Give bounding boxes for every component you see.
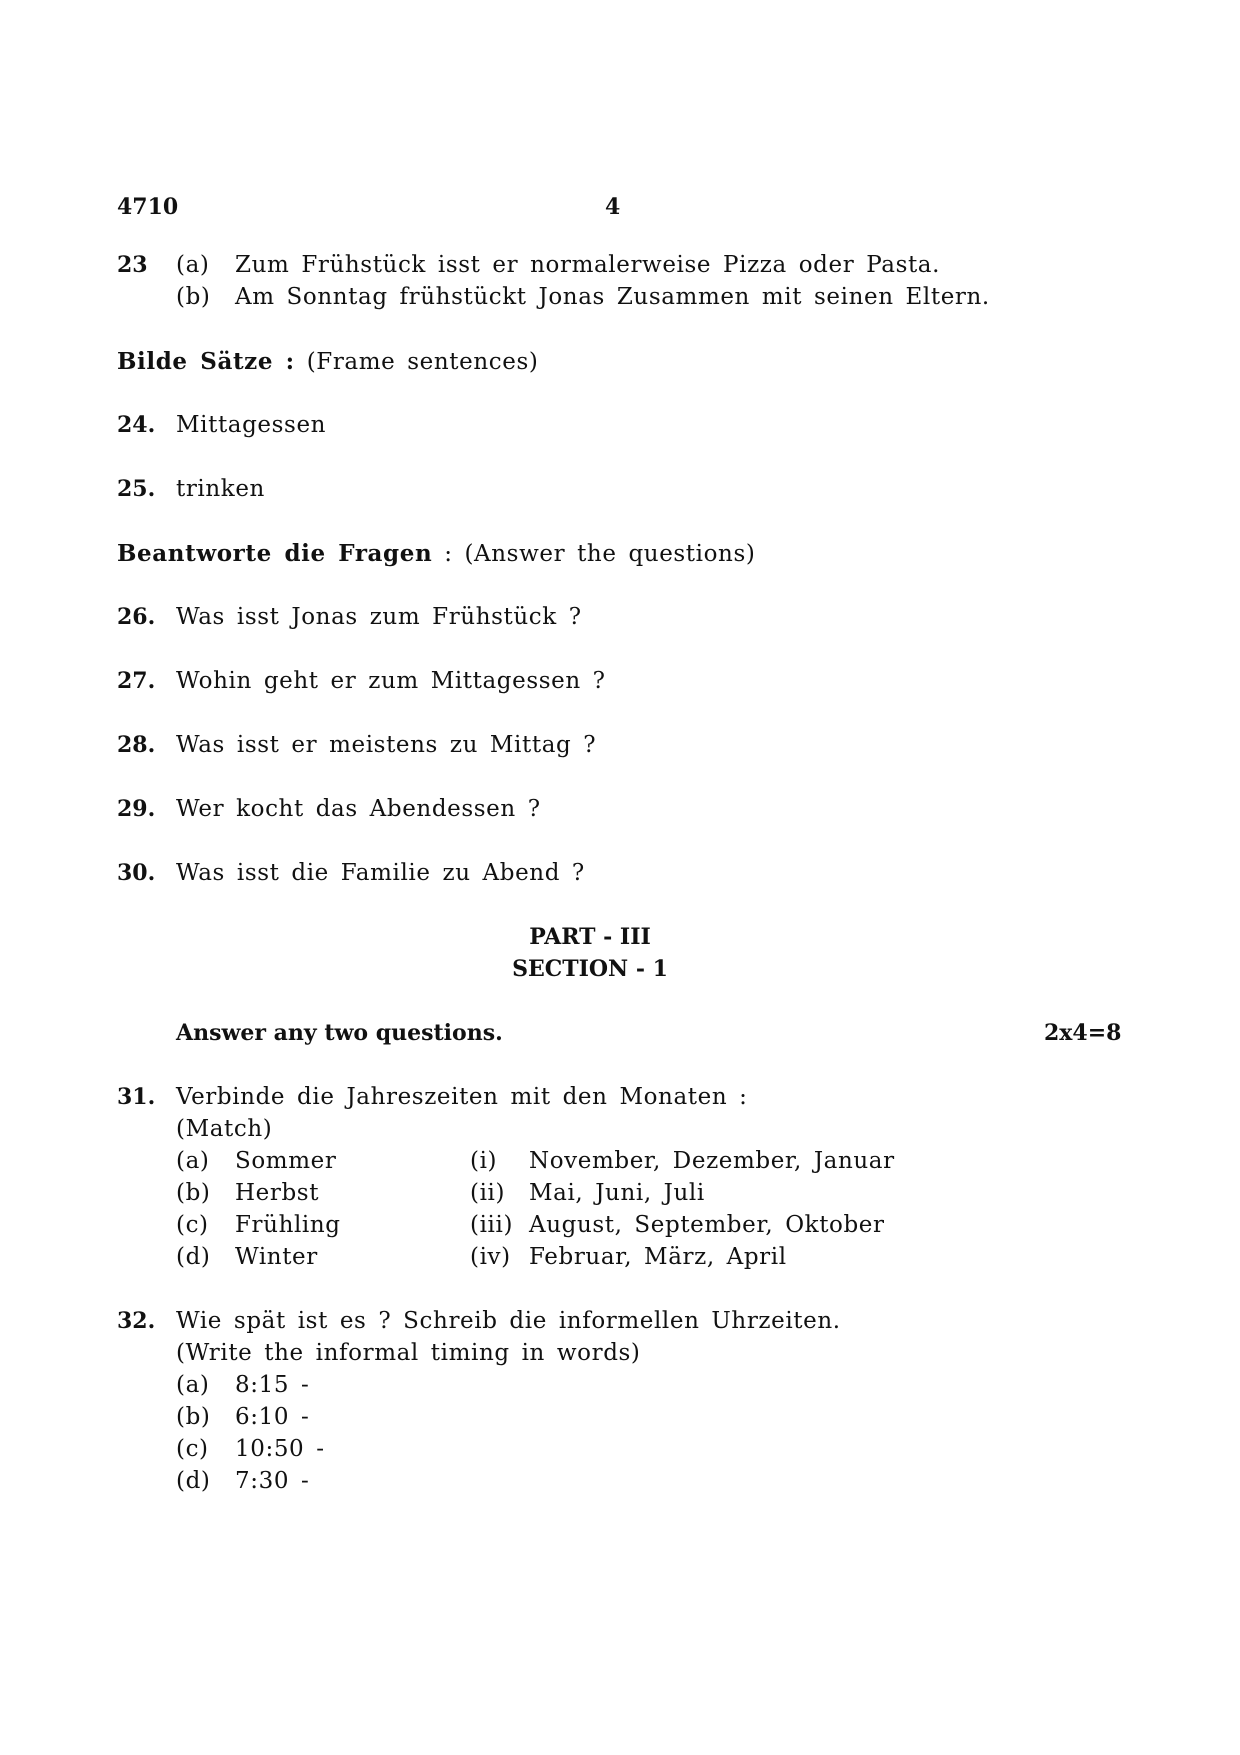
answer-heading-normal: : (Answer the questions) [444,541,756,567]
q32-label-a: (a) [176,1372,210,1398]
question-text-24: Mittagessen [176,412,327,438]
question-number-31: 31. [117,1084,156,1110]
q31-left-label-a: (a) [176,1148,210,1174]
q32-label-c: (c) [176,1436,209,1462]
question-number-27: 27. [117,668,156,694]
q31-right-text-ii: Mai, Juni, Juli [529,1180,705,1206]
q31-right-label-ii: (ii) [470,1180,506,1206]
question-subtext-32: (Write the informal timing in words) [176,1340,641,1366]
frame-heading-normal: (Frame sentences) [306,349,539,375]
q31-left-text-b: Herbst [235,1180,320,1206]
question-number-23: 23 [117,252,148,278]
marks-text: 2x4=8 [1044,1020,1122,1046]
answer-heading-bold: Beantworte die Fragen [117,540,433,567]
question-text-29: Wer kocht das Abendessen ? [176,796,541,822]
q31-right-text-i: November, Dezember, Januar [529,1148,895,1174]
q31-left-text-c: Frühling [235,1212,341,1238]
q31-left-text-d: Winter [235,1244,318,1270]
q31-left-label-d: (d) [176,1244,211,1270]
question-number-26: 26. [117,604,156,630]
q23-label-b: (b) [176,284,211,310]
page-number: 4 [605,194,621,220]
question-text-31: Verbinde die Jahreszeiten mit den Monaten : [176,1084,748,1110]
question-subtext-31: (Match) [176,1116,273,1142]
question-number-28: 28. [117,732,156,758]
q31-right-label-iii: (iii) [470,1212,514,1238]
frame-sentences-heading [117,350,538,374]
frame-heading-bold: Bilde Sätze : [117,348,295,375]
q32-text-d: 7:30 - [235,1468,310,1494]
q32-label-b: (b) [176,1404,211,1430]
section-title: SECTION - 1 [512,956,668,982]
q31-right-text-iii: August, September, Oktober [529,1212,885,1238]
q32-text-c: 10:50 - [235,1436,325,1462]
q32-text-a: 8:15 - [235,1372,310,1398]
question-text-32: Wie spät ist es ? Schreib die informellen Uhrzeiten. [176,1308,841,1334]
q32-text-b: 6:10 - [235,1404,310,1430]
question-text-30: Was isst die Familie zu Abend ? [176,860,585,886]
question-number-30: 30. [117,860,156,886]
q31-left-label-b: (b) [176,1180,211,1206]
q31-left-label-c: (c) [176,1212,209,1238]
q23-text-b: Am Sonntag frühstückt Jonas Zusammen mit seinen Eltern. [235,284,990,310]
q31-left-text-a: Sommer [235,1148,337,1174]
question-text-28: Was isst er meistens zu Mittag ? [176,732,597,758]
q23-label-a: (a) [176,252,210,278]
question-text-25: trinken [176,476,265,502]
question-number-24: 24. [117,412,156,438]
question-number-25: 25. [117,476,156,502]
q31-right-label-iv: (iv) [470,1244,511,1270]
instruction-text: Answer any two questions. [176,1020,503,1046]
answer-questions-heading [117,542,755,566]
q31-right-text-iv: Februar, März, April [529,1244,787,1270]
question-number-29: 29. [117,796,156,822]
q32-label-d: (d) [176,1468,211,1494]
q23-text-a: Zum Frühstück isst er normalerweise Pizza oder Pasta. [235,252,941,278]
part-title: PART - III [529,924,651,950]
question-text-27: Wohin geht er zum Mittagessen ? [176,668,606,694]
paper-code: 4710 [117,194,179,220]
question-text-26: Was isst Jonas zum Frühstück ? [176,604,582,630]
question-number-32: 32. [117,1308,156,1334]
q31-right-label-i: (i) [470,1148,498,1174]
